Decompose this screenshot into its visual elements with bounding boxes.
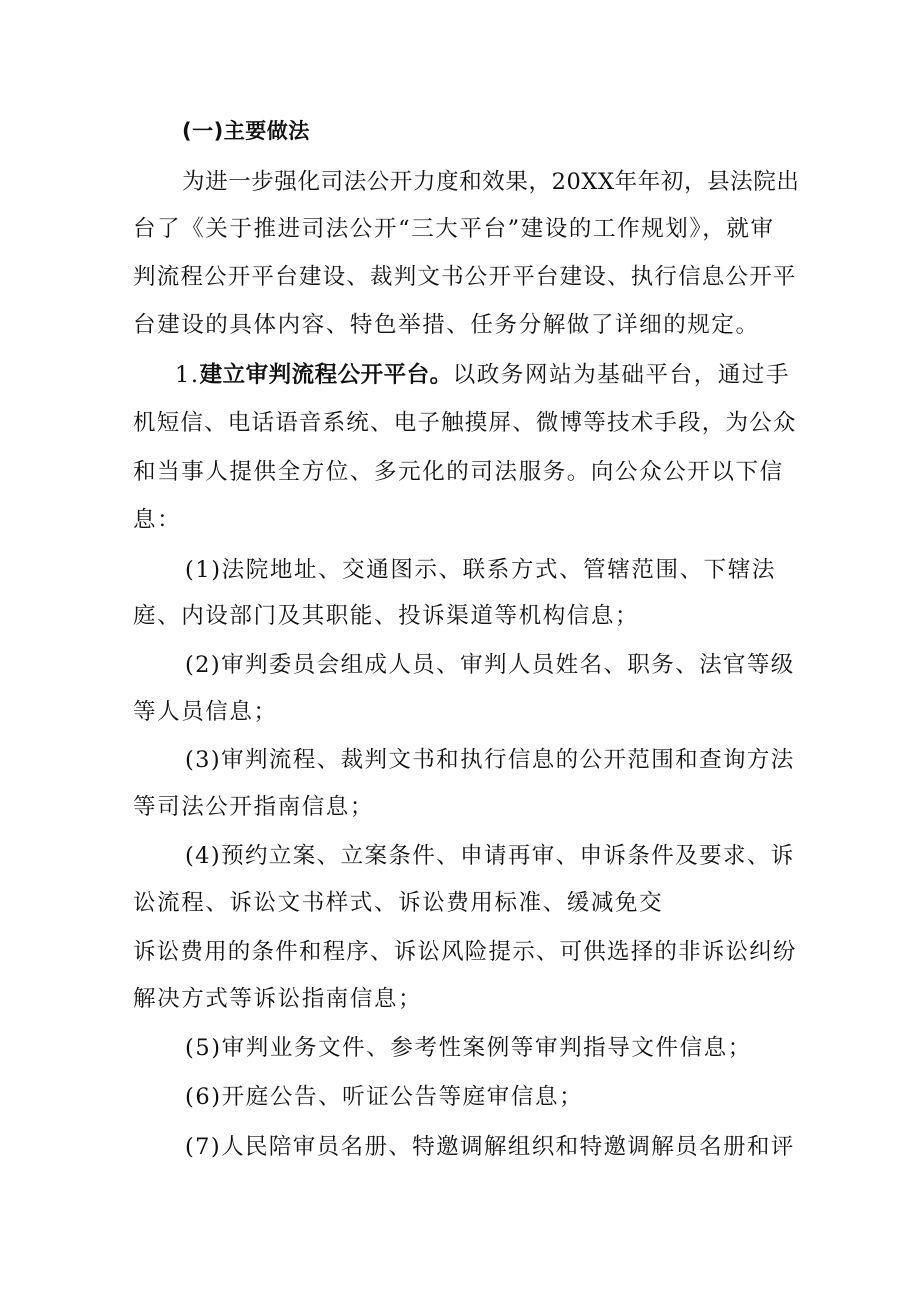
section-heading: (一)主要做法	[182, 119, 310, 143]
section-1-number: 1.	[175, 362, 200, 388]
item-5-line-1: (5)审判业务文件、参考性案例等审判指导文件信息；	[185, 1035, 752, 1061]
item-2-line-2: 等人员信息；	[133, 699, 278, 725]
item-3-line-1: (3)审判流程、裁判文书和执行信息的公开范围和查询方法	[185, 747, 795, 773]
item-4-line-3: 诉讼费用的条件和程序、诉讼风险提示、可供选择的非诉讼纠纷	[133, 939, 797, 965]
intro-line-1: 为进一步强化司法公开力度和效果，20XX年年初，县法院出	[182, 169, 800, 195]
section-1-line-1-rest: 以政务网站为基础平台，通过手	[452, 362, 791, 388]
item-4-line-2: 讼流程、诉讼文书样式、诉讼费用标准、缓减免交	[133, 890, 664, 916]
section-1-title: 建立审判流程公开平台。	[199, 362, 453, 388]
item-1-line-2: 庭、内设部门及其职能、投诉渠道等机构信息；	[133, 603, 640, 629]
item-2-line-1: (2)审判委员会组成人员、审判人员姓名、职务、法官等级	[185, 652, 795, 678]
item-4-line-1: (4)预约立案、立案条件、申请再审、申诉条件及要求、诉	[185, 843, 795, 869]
section-1-line-1	[175, 360, 790, 390]
intro-line-4: 台建设的具体内容、特色举措、任务分解做了详细的规定。	[133, 312, 760, 338]
section-1-line-3: 和当事人提供全方位、多元化的司法服务。向公众公开以下信	[133, 459, 784, 485]
section-1-line-4: 息：	[133, 507, 182, 533]
section-1-line-2: 机短信、电话语音系统、电子触摸屏、微博等技术手段，为公众	[133, 410, 797, 436]
item-3-line-2: 等司法公开指南信息；	[133, 794, 375, 820]
item-1-line-1: (1)法院地址、交通图示、联系方式、管辖范围、下辖法	[185, 557, 776, 583]
item-7-line-1: (7)人民陪审员名册、特邀调解组织和特邀调解员名册和评	[185, 1134, 795, 1160]
intro-line-3: 判流程公开平台建设、裁判文书公开平台建设、执行信息公开平	[133, 264, 797, 290]
intro-line-2: 台了《关于推进司法公开“三大平台”建设的工作规划》，就审	[133, 216, 775, 242]
item-6-line-1: (6)开庭公告、听证公告等庭审信息；	[185, 1084, 584, 1110]
item-4-line-4: 解决方式等诉讼指南信息；	[133, 986, 423, 1012]
